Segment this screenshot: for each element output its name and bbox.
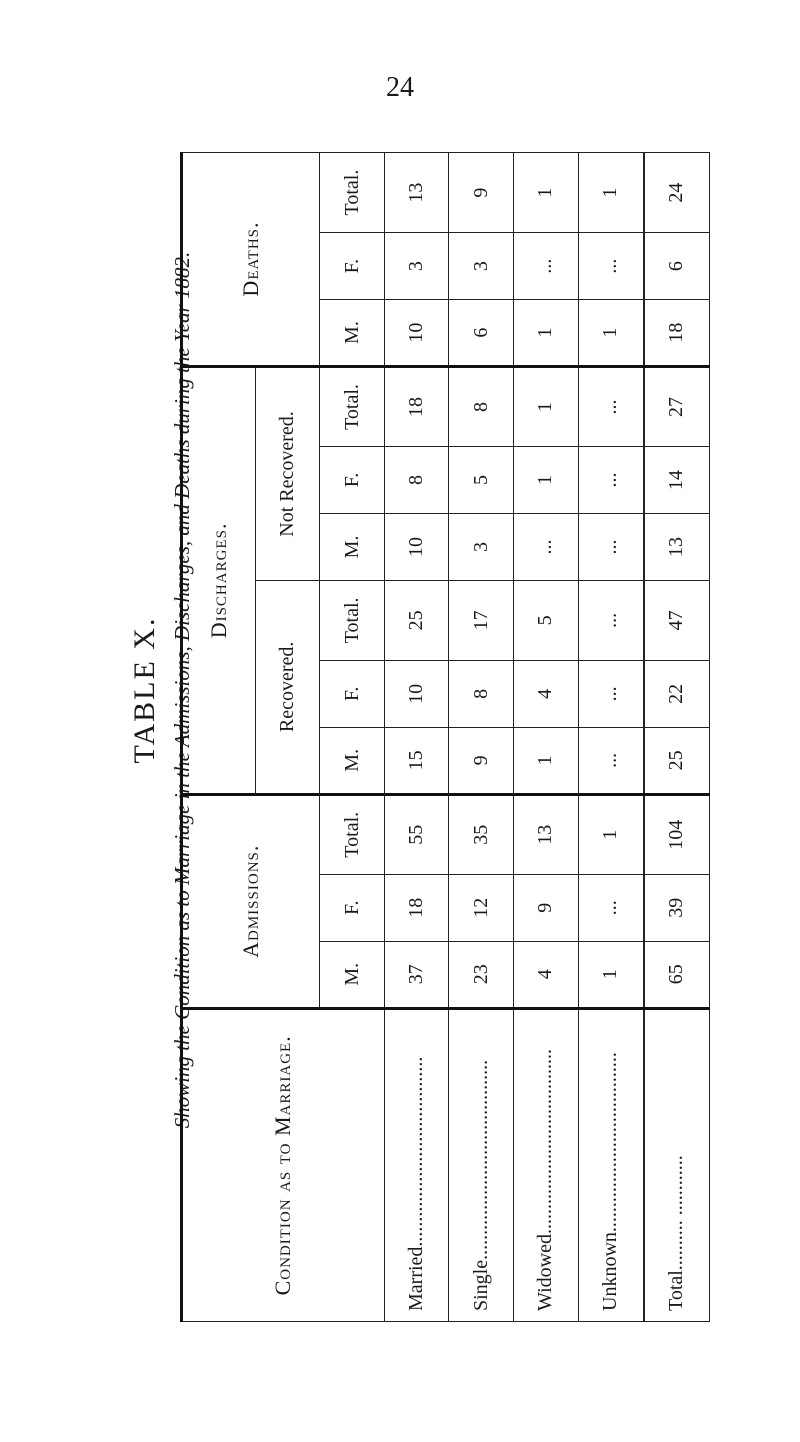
deaths-f-header: F.	[320, 233, 385, 300]
adm-m-header: M.	[320, 941, 385, 1008]
cell: ...	[578, 660, 644, 727]
cell: ...	[578, 580, 644, 660]
cell: 23	[449, 941, 514, 1008]
cell: ...	[578, 874, 644, 941]
cell: 1	[513, 367, 578, 447]
cell: 9	[449, 153, 514, 233]
cell: 25	[644, 727, 710, 794]
cell: 3	[384, 233, 449, 300]
total-row	[644, 153, 710, 1322]
cell: 10	[384, 300, 449, 367]
cell: 55	[384, 794, 449, 874]
cell: ...	[578, 233, 644, 300]
deaths-total-header: Total.	[320, 153, 385, 233]
page-number: 24	[386, 72, 414, 103]
rec-m-header: M.	[320, 727, 385, 794]
cell: ...	[513, 513, 578, 580]
cell: 8	[449, 367, 514, 447]
discharges-header: Discharges.	[182, 367, 256, 795]
cell: 18	[644, 300, 710, 367]
admissions-header: Admissions.	[182, 794, 320, 1008]
cell: 3	[449, 513, 514, 580]
cell: ...	[578, 727, 644, 794]
cell: 35	[449, 794, 514, 874]
nrec-m-header: M.	[320, 513, 385, 580]
cell: 9	[513, 874, 578, 941]
table-row	[578, 153, 644, 1322]
deaths-header: Deaths.	[182, 153, 320, 367]
adm-total-header: Total.	[320, 794, 385, 874]
marriage-condition-table	[180, 152, 710, 1322]
cell: ...	[578, 446, 644, 513]
cell: 1	[513, 446, 578, 513]
cell: 12	[449, 874, 514, 941]
deaths-m-header: M.	[320, 300, 385, 367]
cell: 13	[513, 794, 578, 874]
row-label: Single........................................	[449, 1008, 514, 1321]
cell: 1	[513, 153, 578, 233]
cell: 27	[644, 367, 710, 447]
cell: 25	[384, 580, 449, 660]
cell: 10	[384, 660, 449, 727]
cell: 104	[644, 794, 710, 874]
rec-total-header: Total.	[320, 580, 385, 660]
cell: 22	[644, 660, 710, 727]
table-subtitle: Showing the Condition as to Marriage in the Admissions, Discharges, and Deaths during the Year 1882.	[170, 251, 194, 1129]
cell: 9	[449, 727, 514, 794]
cell: 65	[644, 941, 710, 1008]
cell: 24	[644, 153, 710, 233]
cell: 1	[578, 794, 644, 874]
cell: ...	[578, 367, 644, 447]
cell: 10	[384, 513, 449, 580]
cell: 4	[513, 660, 578, 727]
cell: 5	[513, 580, 578, 660]
row-label: Widowed.....................................	[513, 1008, 578, 1321]
cell: 37	[384, 941, 449, 1008]
row-label: Unknown....................................	[578, 1008, 644, 1321]
cell: ...	[578, 513, 644, 580]
cell: 15	[384, 727, 449, 794]
stub-header: Condition as to Marriage.	[182, 1008, 385, 1321]
cell: 1	[578, 941, 644, 1008]
table-title: TABLE X.	[128, 616, 161, 764]
table-row	[384, 153, 449, 1322]
table-row	[449, 153, 514, 1322]
cell: 5	[449, 446, 514, 513]
nrec-f-header: F.	[320, 446, 385, 513]
cell: ...	[513, 233, 578, 300]
cell: 8	[449, 660, 514, 727]
cell: 13	[644, 513, 710, 580]
cell: 39	[644, 874, 710, 941]
adm-f-header: F.	[320, 874, 385, 941]
marriage-condition-table-wrapper	[180, 152, 710, 1322]
cell: 1	[513, 300, 578, 367]
recovered-header: Recovered.	[255, 580, 320, 794]
cell: 17	[449, 580, 514, 660]
cell: 6	[449, 300, 514, 367]
table-row	[513, 153, 578, 1322]
cell: 1	[513, 727, 578, 794]
cell: 1	[578, 300, 644, 367]
row-label: Married......................................	[384, 1008, 449, 1321]
cell: 18	[384, 874, 449, 941]
cell: 4	[513, 941, 578, 1008]
cell: 14	[644, 446, 710, 513]
total-label: Total.......... ............	[644, 1008, 710, 1321]
cell: 3	[449, 233, 514, 300]
cell: 13	[384, 153, 449, 233]
cell: 1	[578, 153, 644, 233]
not-recovered-header: Not Recovered.	[255, 367, 320, 581]
cell: 47	[644, 580, 710, 660]
cell: 6	[644, 233, 710, 300]
cell: 18	[384, 367, 449, 447]
nrec-total-header: Total.	[320, 367, 385, 447]
rec-f-header: F.	[320, 660, 385, 727]
cell: 8	[384, 446, 449, 513]
